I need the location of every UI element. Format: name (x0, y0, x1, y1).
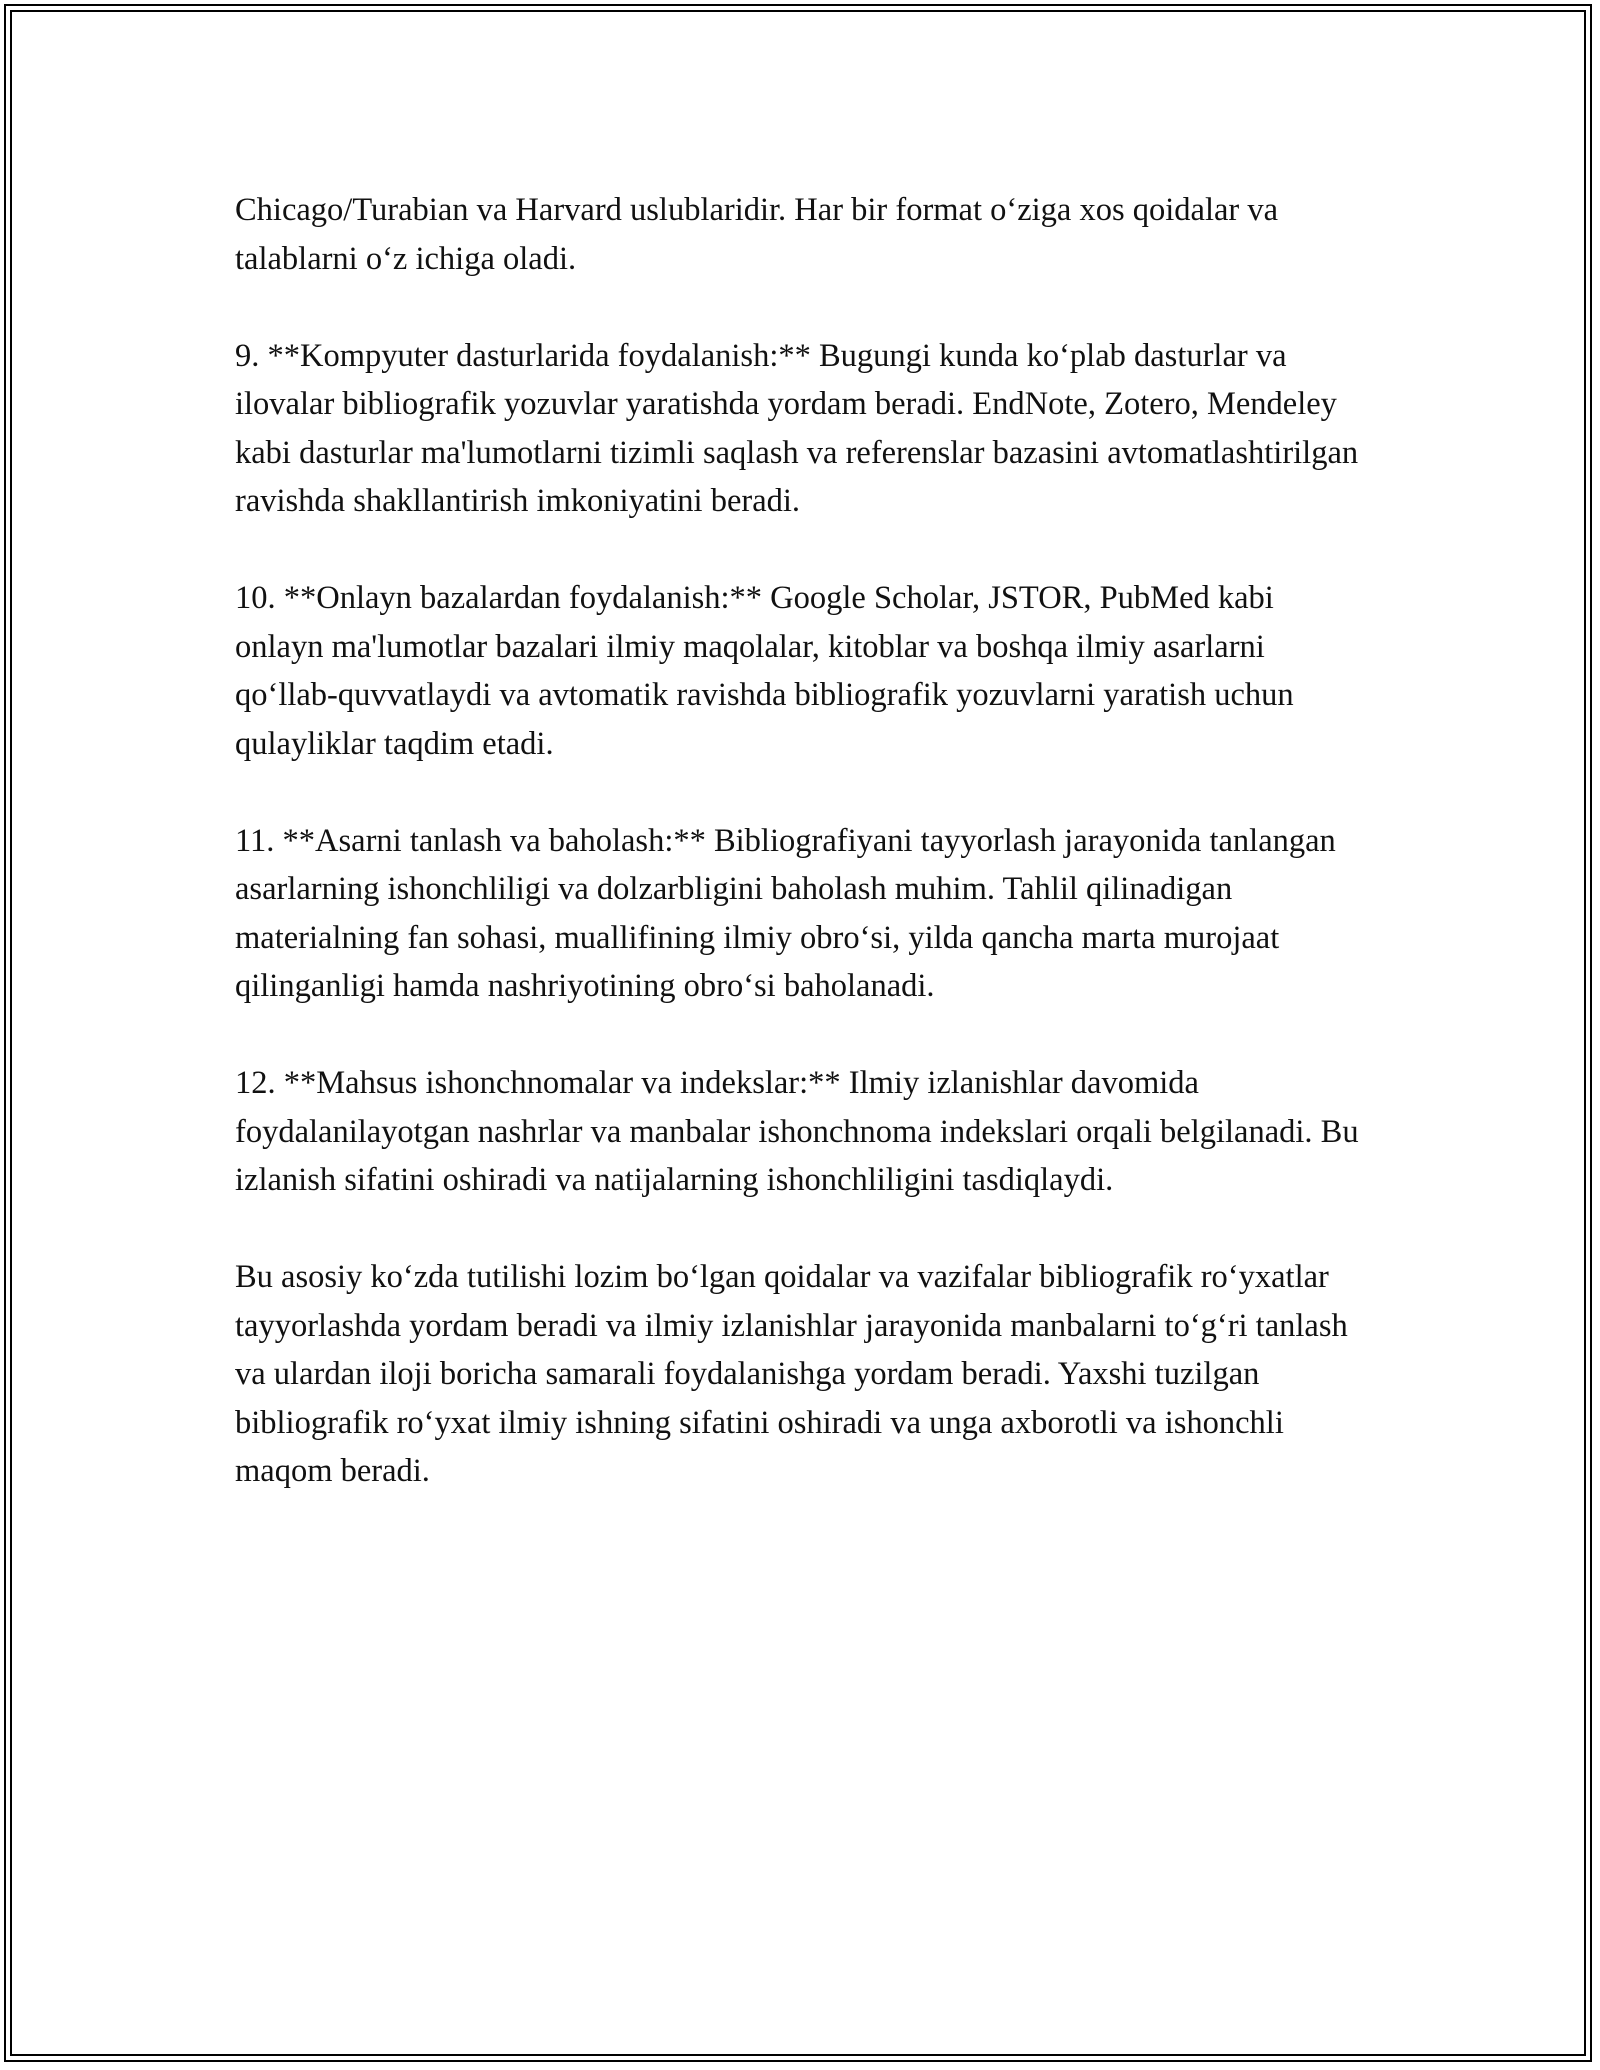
paragraph-online-databases: 10. **Onlayn bazalardan foydalanish:** Google Scholar, JSTOR, PubMed kabi onlayn ma'lumotlar bazalari ilmiy maqolalar, kitoblar va boshqa ilmiy asarlarni qo‘llab-quvvatlaydi va avtomatik ravishda bibliografik yozuvlarni yaratish uchun qulayliklar taqdim etadi. (235, 580, 1294, 762)
paragraph-special-indexes: 12. **Mahsus ishonchnomalar va indekslar:** Ilmiy izlanishlar davomida foydalanilayotgan nashrlar va manbalar ishonchnoma indekslari orqali belgilanadi. Bu izlanish sifatini oshiradi va natijalarning ishonchliligini tasdiqlaydi. (235, 1065, 1359, 1198)
paragraph-software-usage: 9. **Kompyuter dasturlarida foydalanish:** Bugungi kunda ko‘plab dasturlar va ilovalar bibliografik yozuvlar yaratishda yordam beradi. EndNote, Zotero, Mendeley kabi dasturlar ma'lumotlarni tizimli saqlash va referenslar bazasini avtomatlashtirilgan ravishda shakllantirish imkoniyatini beradi. (235, 337, 1359, 519)
paragraph-citation-styles: Chicago/Turabian va Harvard uslublaridir. Har bir format o‘ziga xos qoidalar va talablarni o‘z ichiga oladi. (235, 192, 1279, 277)
paragraph-work-selection: 11. **Asarni tanlash va baholash:** Bibliografiyani tayyorlash jarayonida tanlangan asarlarning ishonchliligi va dolzarbligini baholash muhim. Tahlil qilinadigan materialning fan sohasi, muallifining ilmiy obro‘si, yilda qancha marta murojaat qilinganligi hamda nashriyotining obro‘si baholanadi. (235, 822, 1336, 1004)
paragraph-conclusion: Bu asosiy ko‘zda tutilishi lozim bo‘lgan qoidalar va vazifalar bibliografik ro‘yxatlar tayyorlashda yordam beradi va ilmiy izlanishlar jarayonida manbalarni to‘g‘ri tanlash va ulardan iloji boricha samarali foydalanishga yordam beradi. Yaxshi tuzilgan bibliografik ro‘yxat ilmiy ishning sifatini oshiradi va unga axborotli va ishonchli maqom beradi. (235, 1259, 1348, 1489)
document-body (235, 186, 1365, 1544)
